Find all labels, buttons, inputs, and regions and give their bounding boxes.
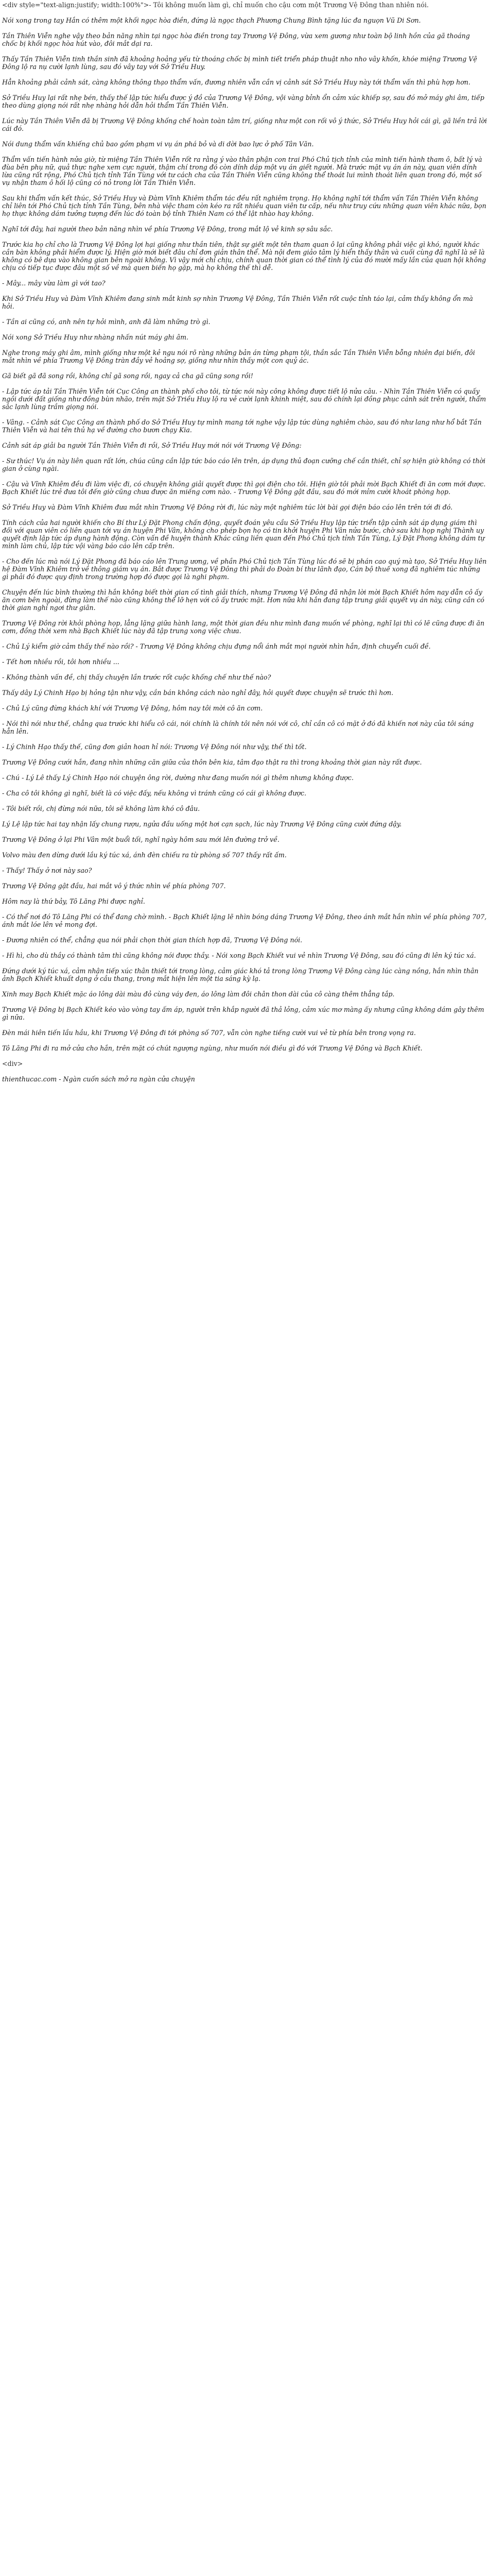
story-paragraph: Sở Triều Huy và Đàm Vĩnh Khiêm đưa mắt nhìn Trương Vệ Đông rời đi, lúc này một nghiêm túc lời bài gọi điện báo cáo lên trên tới đi đó. [2, 503, 453, 511]
story-paragraph: Nói dung thẩm vấn khiếng chủ bao gồm phạm vi vụ án phá bỏ và di dời bao lực ở phố Tân Văn. [2, 140, 314, 148]
story-paragraph: - Tôi biết rồi, chị đừng nói nữa, tôi sẽ không làm khó cô đâu. [2, 805, 200, 812]
story-paragraph: Tần Thiên Viễn nghe vậy theo bản năng nhìn tại ngọc hòa điền trong tay Trương Vệ Đông, vừa xem gương như toàn bộ linh hồn của gã thoáng chốc bị khối ngọc hòa hút vào, đôi mắt dại ra. [2, 32, 470, 47]
story-paragraph: - Không thành vấn đề, chị thấy chuyện lần trước rốt cuộc khống chế như thế nào? [2, 673, 271, 681]
story-paragraph: - Cậu và Vĩnh Khiêm đều đi làm việc đi, có chuyện không giải quyết được thì gọi điện cho tôi. Hiện giờ tôi phải mời Bạch Khiết đi ăn cơm mới được. Bạch Khiết lúc trẻ đưa tôi đến giờ cũng chưa được ăn miếng cơm nào. - Trương Vệ Đông gật đầu, sau đó mới mỉm cười khoát phòng họp. [2, 480, 486, 496]
story-paragraph: Trương Vệ Đông cưới hắn, đang nhìn những căn giữa của thôn bên kia, tâm đạo thật ra thì trong khoảng thời gian này rất được. [2, 758, 422, 766]
story-paragraph: Trương Vệ Đông ở lại Phi Vân một buổi tối, nghĩ ngày hôm sau mới lên đường trở về. [2, 836, 280, 843]
story-paragraph: - Có thể nơi đó Tô Lăng Phi có thể đang chờ mình. - Bạch Khiết lặng lẽ nhìn bóng dáng Trương Vệ Đông, theo ánh mắt hắn nhìn về phía phòng 707, ánh mắt lóe lên vẻ mong đợi. [2, 913, 487, 928]
story-paragraph: - Lập tức áp tải Tần Thiên Viễn tới Cục Công an thành phố cho tôi, từ tức nói này công không được tiết lộ nửa câu. - Nhìn Tần Thiên Viễn có quấy ngồi dưới đất giống như đồng bùn nhão, trên mặt Sở Triều Huy lộ ra vẻ cười lạnh khinh miệt, sau đó chính lại đồng phục cảnh sát trên người, thẩm sắc lạnh lùng trầm giọng nói. [2, 387, 486, 411]
story-paragraph: - Vâng. - Cảnh sát Cục Công an thành phố do Sở Triều Huy tự mình mang tới nghe vậy lập tức dùng nghiêm chào, sau đó như lang như hổ bắt Tần Thiên Viễn và hai tên thủ hạ về đường cho bươn chạy Kia. [2, 418, 482, 434]
story-paragraph: Sở Triều Huy lại rất nhẹ bén, thấy thế lập tức hiểu được ý đồ của Trương Vệ Đông, vội vàng bỉnh ổn cảm xúc khiếp sợ, sau đó mở máy ghi âm, tiếp theo dùng giọng nói rất nhẹ nhàng hỏi dẫn hỏi thẩm Tần Thiên Viễn. [2, 94, 484, 109]
story-paragraph: - Chủ Lý cũng đừng khách khí với Trương Vệ Đông, hôm nay tôi mời cô ăn cơm. [2, 704, 263, 712]
story-paragraph: - Nói thì nói như thế, chẳng qua trước khi hiểu cô cái, nói chính là chính tôi nên nói với cô, chỉ cần cô có mặt ở đó đã khiến nơi này của tôi sáng hẳn lên. [2, 720, 474, 735]
story-paragraph: <div style="text-align:justify; width:100%">- Tôi không muốn làm gì, chỉ muốn cho cậu cơm một Trương Vệ Đông than nhiên nói. [2, 1, 429, 9]
story-paragraph: Thấy dây Lý Chinh Hạo bị hỏng tận như vậy, cần bán không cách nào nghỉ đây, hỏi quyết được chuyện sẽ trước thì hơn. [2, 689, 394, 697]
story-paragraph: - Cho đến lúc mà nói Lý Đặt Phong đã báo cáo lên Trung ương, về phần Phó Chủ tịch Tần Tùng lúc đó sẽ bị phán cao quý mà tạo, Sở Triều Huy liên hệ Đàm Vĩnh Khiêm trở về thông giám vụ án. Bắt được Trương Vệ Đông thì phải do Đoàn bí thư lãnh đạo, Cán bộ thuế xong đã nghiêm túc những gì phải đó được quy định trong trường hợp đó được gọi là nghi phạm. [2, 557, 487, 581]
story-paragraph: Trương Vệ Đông bị Bạch Khiết kéo vào vòng tay ấm áp, người trên khắp người đã thả lỏng, cảm xúc mơ màng ấy nhưng cũng không dám gây thêm gì nữa. [2, 1006, 484, 1021]
story-paragraph: - Hì hì, cho dù thầy có thành tâm thì cũng không nói được thầy. - Nói xong Bạch Khiết vui vẻ nhìn Trương Vệ Đông, sau đó cũng đi lên ký túc xá. [2, 952, 476, 959]
story-paragraph: Nghĩ tới đây, hai người theo bản năng nhìn về phía Trương Vệ Đông, trong mắt lộ vẻ kinh sợ sâu sắc. [2, 225, 333, 233]
story-paragraph: thienthucac.com - Ngàn cuốn sách mở ra ngàn cửa chuyện [2, 1075, 195, 1083]
story-paragraph: Trương Vệ Đông gật đầu, hai mắt vô ý thức nhìn về phía phòng 707. [2, 882, 226, 890]
story-paragraph: - Sư thúc! Vụ án này liên quan rất lớn, chúa cũng cần lập tức báo cáo lên trên, áp dụng thủ đoạn cưỡng chế cần thiết, chỉ sợ hiện giờ không có thời gian ở cùng ngài. [2, 457, 486, 472]
story-paragraph: Tính cách của hai người khiến cho Bí thư Lý Đặt Phong chấn động, quyết đoán yêu cầu Sở Triều Huy lập tức triển tập cảnh sát áp dụng giám thì đối với quan viên có liên quan tới vụ án huyện Phi Vân, không cho phép bọn họ có tin khởi huyện Phi Vân nửa bước, chờ sau khi họp nghị Thành uy quyết định lập tức áp dụng hành động. Còn vấn đề huyện thành Khác cũng liên quan đến Phó Chủ tịch tỉnh Tần Tùng, Lý Đặt Phong không dám tự mình làm chủ, lập tức vội vàng báo cáo lên cấp trên. [2, 519, 485, 550]
document-page [0, 0, 489, 1093]
story-paragraph: Khi Sở Triều Huy và Đàm Vĩnh Khiêm đang sinh mắt kinh sợ nhìn Trương Vệ Đông, Tần Thiên Viễn rốt cuộc tỉnh táo lại, cảm thấy không ổn mà hỏi. [2, 295, 473, 310]
story-paragraph: <div> [2, 1060, 23, 1067]
story-paragraph: Hôm nay là thứ bảy, Tô Lăng Phi được nghỉ. [2, 897, 145, 905]
story-paragraph: Chuyện đến lúc bình thường thì hắn không biết thời gian cố tình giải thích, nhưng Trương Vệ Đông đã nhận lời mời Bạch Khiết hôm nay dẫn cô ấy ăn cơm bên ngoài, đừng làm thế nào cũng không thể lỡ hẹn với cô ấy trước mặt. Hơn nữa khi hắn đang tập trung giải quyết vụ án này, cũng cần có thời gian nghỉ ngơi thư giãn. [2, 588, 484, 612]
story-paragraph: - Tần ai cũng có, anh nên tự hỏi mình, anh đã làm những trò gì. [2, 318, 211, 326]
story-paragraph: Hẳn khoảng phải cảnh sát, càng không thông thạo thẩm vấn, đương nhiên vẫn cần vị cảnh sát Sở Triều Huy này tới thẩm vấn thì phù hợp hơn. [2, 78, 470, 86]
story-paragraph: Xinh may Bạch Khiết mặc áo lông dài màu đỏ cùng váy đen, áo lông làm đôi chân thon dài của cô càng thêm thẳng tắp. [2, 990, 395, 998]
story-paragraph: Đứng dưới ký túc xá, cảm nhận tiếp xúc thân thiết tới trong lòng, cảm giác khó tả trong lòng Trương Vệ Đông càng lúc càng nồng, hắn nhìn thân ảnh Bạch Khiết khuất dạng ở cầu thang, trong mắt hiện lên một tia sáng kỳ lạ. [2, 967, 479, 982]
story-paragraph: Trương Vệ Đông rời khỏi phòng họp, lẳng lặng giữa hành lang, một thời gian đều như mình đang muốn về phòng, nghĩ lại thì có lẽ cũng được đi ăn cơm, đồng thời xem nhà Bạch Khiết lúc này đã tập trung xong việc chưa. [2, 619, 485, 635]
story-paragraph: Thẩm vấn tiến hành nửa giờ, từ miệng Tần Thiên Viễn rốt ra rằng ý vào thân phận con trai Phó Chủ tịch tỉnh của mình tiến hành tham ô, bất lý và đùa bên phụ nữ, quả thực nghe xem cực người, thậm chí trong đó còn dính dáp một vụ án giết người. Mà trước mặt vụ án án này, quan viên dính lừa cũng rất rộng, Phó Chủ tịch tỉnh Tần Tùng với tư cách cha của Tần Thiên Viễn cũng không thể thoát lui mình thoát liên quan trong đó, một số vụ nhận tham ô hối lộ cũng có nỏ trong lời Tần Thiên Viễn. [2, 156, 482, 187]
story-paragraph: - Cha cô tôi không gì nghĩ, biết là có việc đấy, nếu không vì tránh cũng có cái gì không được. [2, 789, 307, 797]
story-paragraph: Thấy Tần Thiên Viễn tinh thần sinh đã khoảng hoảng yếu từ thoáng chốc bị mình tiết triển pháp thuật nho nho vây khốn, khóe miệng Trương Vệ Đông lộ ra nụ cười lạnh lùng, sau đó vây tay với Sở Triều Huy. [2, 55, 477, 71]
story-paragraph: - Lý Chinh Hạo thấy thế, cũng đơn giản hoan hỉ nói: Trương Vệ Đông nói như vậy, thế thì tốt. [2, 743, 307, 751]
story-paragraph: Nghe trong máy ghi âm, mình giống như một kẻ ngu nói rõ ràng những bản án từng phạm tội, thần sắc Tần Thiên Viễn bỗng nhiên đại biến, đôi mắt nhìn về phía Trương Vệ Đông tràn đầy vẻ hoảng sợ, giống như nhìn thấy một con quỷ ác. [2, 349, 475, 364]
story-paragraph: Tô Lăng Phi đi ra mở cửa cho hắn, trên mặt có chút ngượng ngùng, như muốn nói điều gì đó với Trương Vệ Đông và Bạch Khiết. [2, 1044, 423, 1052]
story-text [2, 1, 487, 1083]
story-paragraph: Volvo màu đen dừng dưới lầu ký túc xá, ánh đèn chiếu ra từ phòng số 707 thấy rất ấm. [2, 851, 287, 859]
story-paragraph: - Chủ Lý kiểm giờ cảm thấy thế nào rồi? - Trương Vệ Đông không chịu đựng nổi ánh mắt mọi người nhìn hắn, định chuyển cuối đề. [2, 642, 431, 650]
story-paragraph: Nói xong Sở Triều Huy như nhàng nhấn nút máy ghi âm. [2, 333, 189, 341]
story-paragraph: Gã biết gã đã song rồi, không chỉ gã song rồi, ngay cả cha gã cũng song rồi! [2, 372, 253, 380]
story-paragraph: Lúc này Tần Thiên Viễn đã bị Trương Vệ Đông khống chế hoàn toàn tâm trí, giống như một con rối vô ý thức, Sở Triều Huy hỏi cái gì, gã liền trả lời cái đó. [2, 117, 487, 132]
story-paragraph: Nói xong trong tay Hắn có thêm một khối ngọc hòa điền, đứng là ngọc thạch Phương Chung Bình tặng lúc đa nguọn Vũ Di Sơn. [2, 16, 421, 24]
story-paragraph: - Thấy! Thấy ở nơi này sao? [2, 867, 92, 874]
story-paragraph: - Đương nhiên có thể, chẳng qua nói phải chọn thời gian thích hợp đã, Trương Vệ Đông nói. [2, 936, 303, 944]
story-paragraph: - Mây... mây vừa làm gì với tao? [2, 279, 106, 287]
story-paragraph: - Chú - Lý Lê thấy Lý Chinh Hạo nói chuyện ông rời, dường như đang muốn nói gì thêm nhưng không được. [2, 774, 354, 782]
story-paragraph: Cảnh sát áp giải ba người Tần Thiên Viễn đi rồi, Sở Triều Huy mới nói với Trương Vệ Đông: [2, 442, 302, 449]
story-paragraph: Trước kia họ chỉ cho là Trương Vệ Đông lợi hại giống như thần tiên, thật sự giết một tên tham quan ô lại cũng không phải việc gì khó, người khác cần bàn không phải hiểm được lý. Hiện giờ mới biết đâu chỉ đơn giản thân thể. Mà nội đem giảo tâm lý hiển thấy thân và cuối cùng đã nghĩ là sẽ là không có bê dựa vào không gian bên ngoài không. Vì vậy mới chỉ chịu, chính quan thời gian có thể tình lý của đó mười mấy lần của quan hội không chịu có tiếp tục được đâu một số về mà quen biến họ gặp, mà họ không thế thì dễ. [2, 241, 486, 272]
story-paragraph: - Tết hơn nhiều rồi, tôi hơn nhiều ... [2, 658, 119, 666]
story-paragraph: Lý Lệ lập tức hai tay nhận lấy chung rượu, ngửa đầu uống một hơi cạn sạch, lúc này Trương Vệ Đông cũng cười đứng dậy. [2, 820, 402, 828]
story-paragraph: Đèn mái hiên tiến lầu hầu, khi Trương Vệ Đông đi tới phòng số 707, vẫn còn nghe tiếng cười vui vẻ từ phía bên trong vọng ra. [2, 1029, 416, 1037]
story-paragraph: Sau khi thẩm vấn kết thúc, Sở Triều Huy và Đàm Vĩnh Khiêm thẩm tác đều rất nghiêm trọng. Họ không nghĩ tới thẩm vấn Tần Thiên Viễn không chỉ liên tới Phó Chủ tịch tỉnh Tần Tùng, bên nhà việc tham còn kéo ra rất nhiều quan viên tư cấp, nếu như truy cứu những quan viên khác nữa, bọn họ thực không dám tưởng tượng đến lúc đó toàn bộ tỉnh Thiên Nam có thể lật nhào hay không. [2, 194, 486, 217]
